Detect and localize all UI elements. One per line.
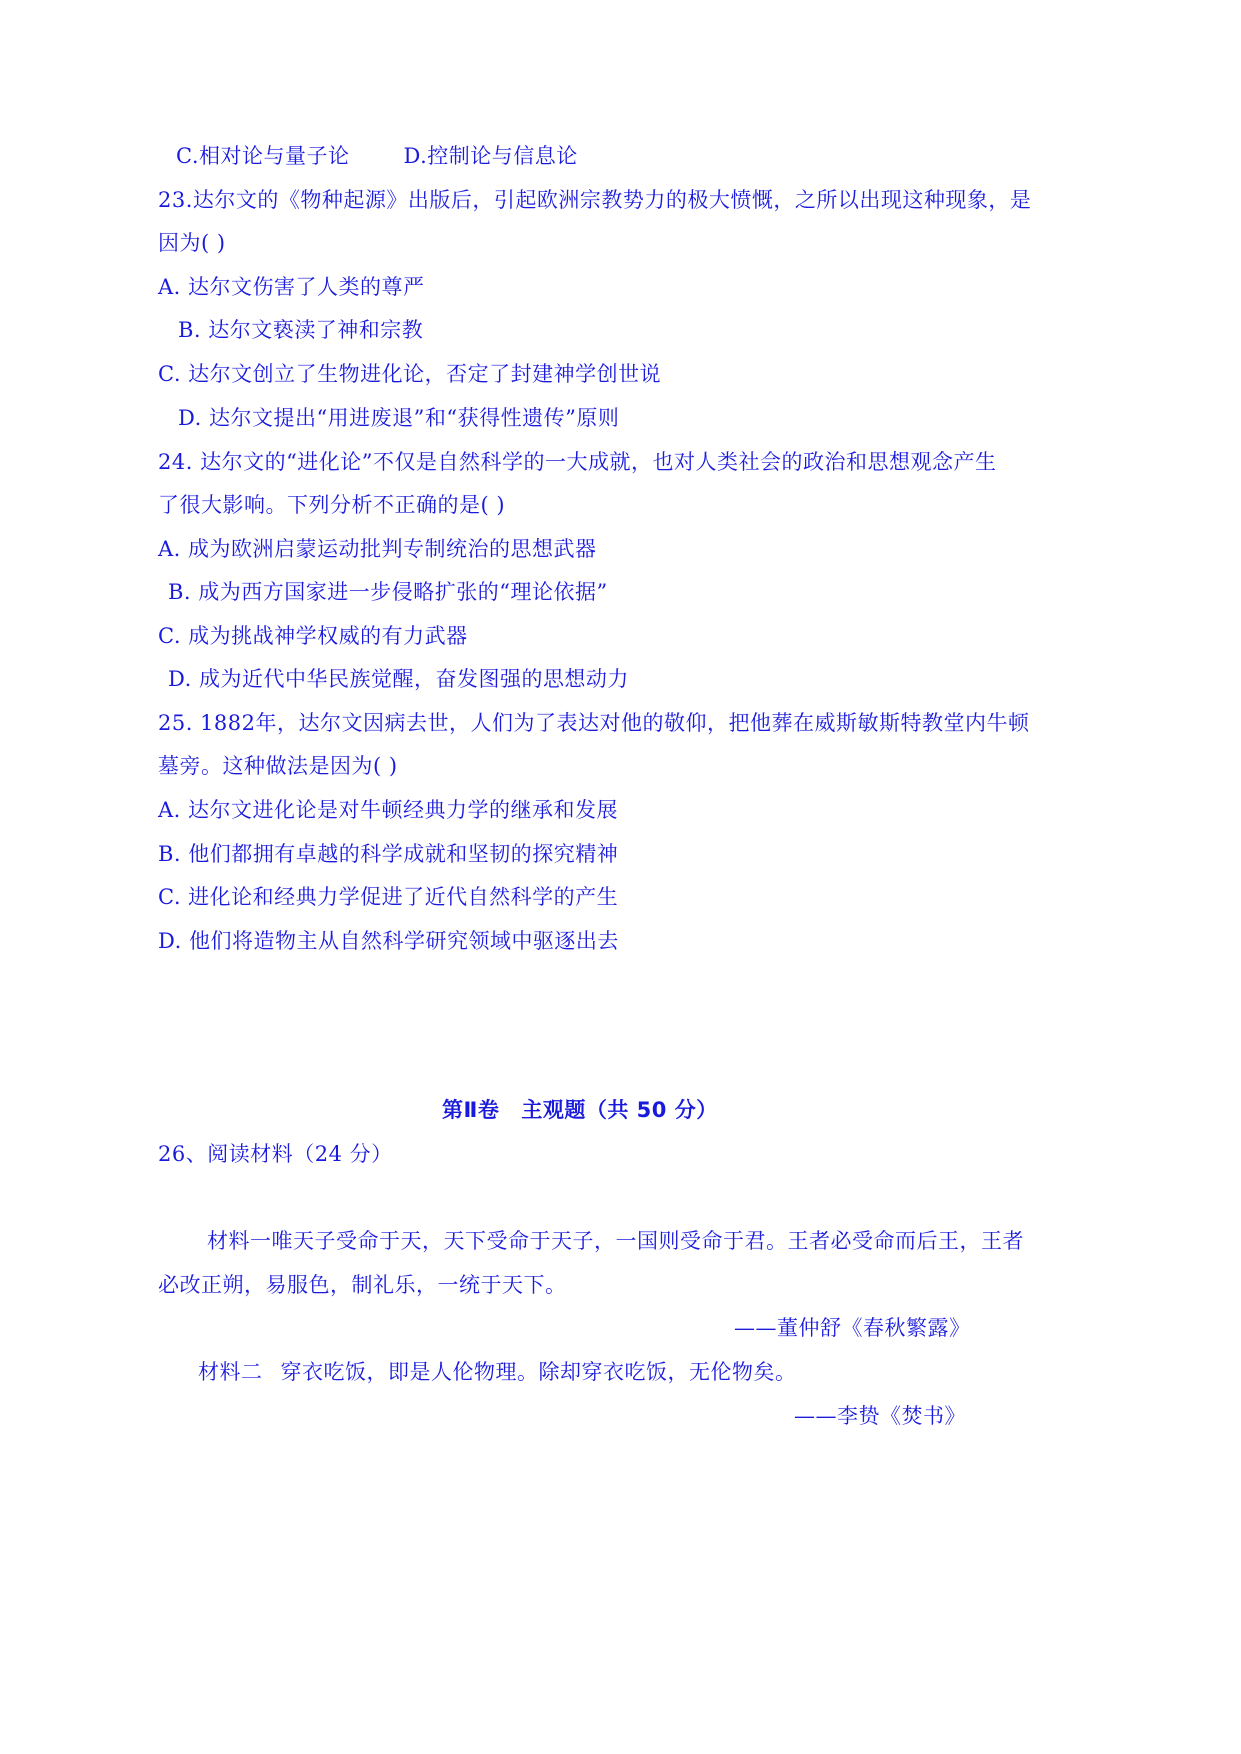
q24-option-a: A. 成为欧洲启蒙运动批判专制统治的思想武器 xyxy=(158,537,597,561)
q25-option-c: C. 进化论和经典力学促进了近代自然科学的产生 xyxy=(158,885,619,909)
q23-stem-line1: 23.达尔文的《物种起源》出版后，引起欧洲宗教势力的极大愤慨，之所以出现这种现象，是 xyxy=(158,188,1032,212)
q23-option-a: A. 达尔文伤害了人类的尊严 xyxy=(158,275,425,299)
q24-stem-line1: 24. 达尔文的“进化论”不仅是自然科学的一大成就，也对人类社会的政治和思想观念产生 xyxy=(158,450,997,474)
q24-stem-line2: 了很大影响。下列分析不正确的是( ) xyxy=(158,493,506,517)
q25-stem-line2: 墓旁。这种做法是因为( ) xyxy=(158,754,398,778)
q25-option-a: A. 达尔文进化论是对牛顿经典力学的继承和发展 xyxy=(158,798,619,822)
material2-label: 材料二 xyxy=(198,1360,263,1384)
q22-option-c: C.相对论与量子论 xyxy=(176,144,350,168)
section-title xyxy=(442,1096,718,1124)
material2-source: ——李贽《焚书》 xyxy=(794,1404,966,1428)
material2-text: 穿衣吃饭，即是人伦物理。除却穿衣吃饭，无伦物矣。 xyxy=(280,1360,797,1384)
q26-heading: 26、阅读材料（24 分） xyxy=(158,1142,393,1166)
q25-option-b: B. 他们都拥有卓越的科学成就和坚韧的探究精神 xyxy=(158,842,619,866)
q22-option-d: D.控制论与信息论 xyxy=(403,144,578,168)
q25-option-d: D. 他们将造物主从自然科学研究领域中驱逐出去 xyxy=(158,929,619,953)
material2-line xyxy=(198,1358,797,1386)
q23-stem-line2: 因为( ) xyxy=(158,231,226,255)
material1-source: ——董仲舒《春秋繁露》 xyxy=(734,1316,971,1340)
material1-line1: 材料一唯天子受命于天，天下受命于天子，一国则受命于君。王者必受命而后王，王者 xyxy=(207,1229,1024,1253)
q23-option-c: C. 达尔文创立了生物进化论，否定了封建神学创世说 xyxy=(158,362,662,386)
q22-options-line xyxy=(176,142,578,170)
q23-option-d: D. 达尔文提出“用进废退”和“获得性遗传”原则 xyxy=(178,406,620,430)
q24-option-b: B. 成为西方国家进一步侵略扩张的“理论依据” xyxy=(168,580,608,604)
section-title-part2: 主观题（共 50 分） xyxy=(521,1098,718,1122)
q24-option-d: D. 成为近代中华民族觉醒，奋发图强的思想动力 xyxy=(168,667,629,691)
section-title-part1: 第Ⅱ卷 xyxy=(442,1098,500,1122)
q25-stem-line1: 25. 1882年，达尔文因病去世，人们为了表达对他的敬仰，把他葬在威斯敏斯特教堂内牛顿 xyxy=(158,711,1030,735)
q23-option-b: B. 达尔文亵渎了神和宗教 xyxy=(178,318,424,342)
material1-line2: 必改正朔，易服色，制礼乐，一统于天下。 xyxy=(158,1273,567,1297)
q24-option-c: C. 成为挑战神学权威的有力武器 xyxy=(158,624,468,648)
